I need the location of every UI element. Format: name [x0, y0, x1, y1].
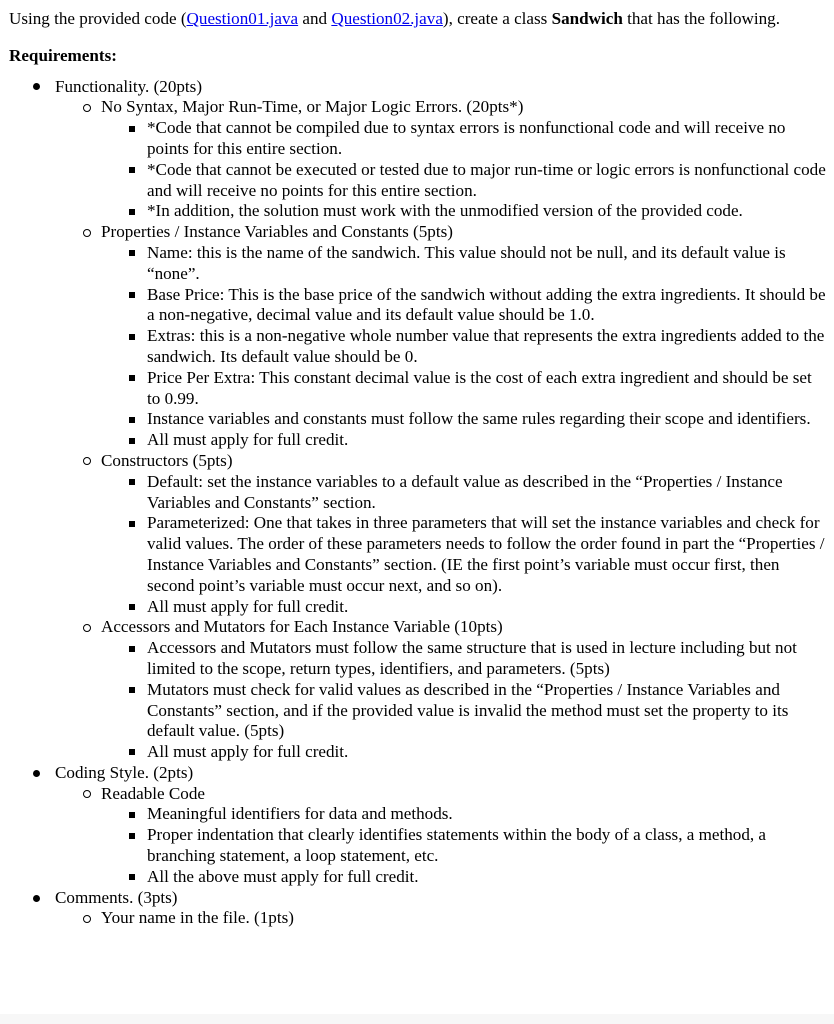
list-item-text: All must apply for full credit.	[147, 596, 349, 616]
class-name: Sandwich	[551, 9, 623, 28]
list-item	[101, 825, 827, 867]
list-item	[101, 326, 827, 368]
list-item	[101, 638, 827, 680]
list-item	[101, 368, 827, 410]
bullet-square	[129, 285, 136, 306]
errors-list	[55, 118, 827, 222]
coding-style-sublist	[9, 784, 827, 888]
bullet-square	[129, 201, 136, 222]
constructors-list	[55, 472, 827, 618]
list-item-accessors	[55, 617, 827, 763]
list-item	[101, 804, 827, 825]
list-item-text: Name: this is the name of the sandwich. This value should not be null, and its default value is “none”.	[147, 242, 786, 283]
bullet-square	[129, 326, 136, 347]
bullet-square	[129, 243, 136, 264]
bullet-square	[129, 368, 136, 389]
section-title: Comments. (3pts)	[55, 887, 178, 907]
list-item-text: Price Per Extra: This constant decimal value is the cost of each extra ingredient and should be set to 0.99.	[147, 367, 812, 408]
list-item-text: Proper indentation that clearly identifies statements within the body of a class, a method, a branching statement, a loop statement, etc.	[147, 825, 767, 866]
list-item	[101, 430, 827, 451]
bottom-edge	[0, 1014, 834, 1024]
list-item-errors	[55, 97, 827, 222]
bullet-circle	[83, 784, 92, 805]
list-item	[101, 160, 827, 202]
list-item-text: *In addition, the solution must work with the unmodified version of the provided code.	[147, 201, 743, 221]
bullet-disc	[33, 763, 41, 784]
list-item	[101, 867, 827, 888]
list-item	[101, 285, 827, 327]
bullet-square	[129, 430, 136, 451]
document-page	[9, 9, 827, 929]
bullet-square	[129, 825, 136, 846]
bullet-square	[129, 804, 136, 825]
list-item-text: All must apply for full credit.	[147, 430, 349, 450]
list-item	[101, 680, 827, 742]
list-item-text: All must apply for full credit.	[147, 742, 349, 762]
list-item	[101, 513, 827, 596]
list-item	[55, 908, 827, 929]
question02-link[interactable]: Question02.java	[331, 9, 443, 28]
list-item-text: Default: set the instance variables to a default value as described in the “Properties / Instance Variables and Constants” section.	[147, 471, 783, 512]
intro-paragraph	[9, 9, 827, 30]
list-item	[101, 472, 827, 514]
subsection-title: No Syntax, Major Run-Time, or Major Logic Errors. (20pts*)	[101, 97, 524, 117]
section-title: Functionality. (20pts)	[55, 76, 203, 96]
list-item-text: Your name in the file. (1pts)	[101, 908, 294, 928]
properties-list	[55, 243, 827, 451]
requirements-list	[9, 77, 827, 930]
bullet-circle	[83, 908, 92, 929]
list-item-properties	[55, 222, 827, 451]
list-item-functionality	[9, 77, 827, 763]
intro-and: and	[298, 9, 332, 28]
accessors-list	[55, 638, 827, 763]
list-item-coding-style	[9, 763, 827, 888]
bullet-square	[129, 118, 136, 139]
list-item-text: Instance variables and constants must follow the same rules regarding their scope and identifiers.	[147, 409, 811, 429]
list-item	[101, 742, 827, 763]
intro-suffix: that has the following.	[622, 9, 780, 28]
intro-mid: ), create a class	[442, 9, 552, 28]
list-item-text: Parameterized: One that takes in three parameters that will set the instance variables and check for valid values. The order of these parameters needs to follow the order found in part the “Properties / Instance Variables and Constants” section. (IE the first point’s variable must occur first, then second point’s variable must occur next, and so on).	[147, 513, 825, 595]
list-item-text: All the above must apply for full credit.	[147, 866, 419, 886]
bullet-circle	[83, 617, 92, 638]
list-item-readable-code	[55, 784, 827, 888]
bullet-square	[129, 638, 136, 659]
intro-prefix: Using the provided code (	[9, 9, 187, 28]
subsection-title: Readable Code	[101, 783, 205, 803]
bullet-square	[129, 742, 136, 763]
list-item	[101, 243, 827, 285]
list-item-text: Mutators must check for valid values as described in the “Properties / Instance Variables and Constants” section, and if the provided value is invalid the method must set the property to its default value. (5pts)	[147, 679, 789, 741]
bullet-square	[129, 472, 136, 493]
subsection-title: Properties / Instance Variables and Constants (5pts)	[101, 222, 453, 242]
list-item-text: Base Price: This is the base price of the sandwich without adding the extra ingredients. It should be a non-negative, decimal value and its default value should be 1.0.	[147, 284, 826, 325]
bullet-square	[129, 867, 136, 888]
bullet-square	[129, 597, 136, 618]
bullet-circle	[83, 451, 92, 472]
list-item-text: Accessors and Mutators must follow the same structure that is used in lecture including but not limited to the scope, return types, identifiers, and parameters. (5pts)	[147, 638, 797, 678]
bullet-disc	[33, 77, 41, 98]
list-item	[101, 409, 827, 430]
list-item	[101, 597, 827, 618]
list-item-text: Meaningful identifiers for data and methods.	[147, 804, 453, 824]
list-item	[101, 118, 827, 160]
list-item-text: *Code that cannot be executed or tested due to major run-time or logic errors is nonfunctional code and will receive no points for this entire section.	[147, 159, 826, 200]
comments-sublist	[9, 908, 827, 929]
subsection-title: Constructors (5pts)	[101, 450, 233, 470]
readable-list	[55, 804, 827, 887]
bullet-square	[129, 680, 136, 701]
question01-link[interactable]: Question01.java	[186, 9, 299, 28]
bullet-square	[129, 409, 136, 430]
requirements-heading: Requirements:	[9, 45, 117, 65]
bullet-square	[129, 513, 136, 534]
subsection-title: Accessors and Mutators for Each Instance Variable (10pts)	[101, 617, 503, 637]
bullet-circle	[83, 97, 92, 118]
list-item-comments	[9, 888, 827, 930]
bullet-disc	[33, 888, 41, 909]
bullet-circle	[83, 222, 92, 243]
bullet-square	[129, 160, 136, 181]
list-item-text: Extras: this is a non-negative whole number value that represents the extra ingredients added to the sandwich. Its default value should be 0.	[147, 326, 825, 366]
list-item	[101, 201, 827, 222]
section-title: Coding Style. (2pts)	[55, 762, 194, 782]
list-item-constructors	[55, 451, 827, 617]
list-item-text: *Code that cannot be compiled due to syntax errors is nonfunctional code and will receive no points for this entire section.	[147, 118, 786, 158]
functionality-sublist	[9, 97, 827, 763]
